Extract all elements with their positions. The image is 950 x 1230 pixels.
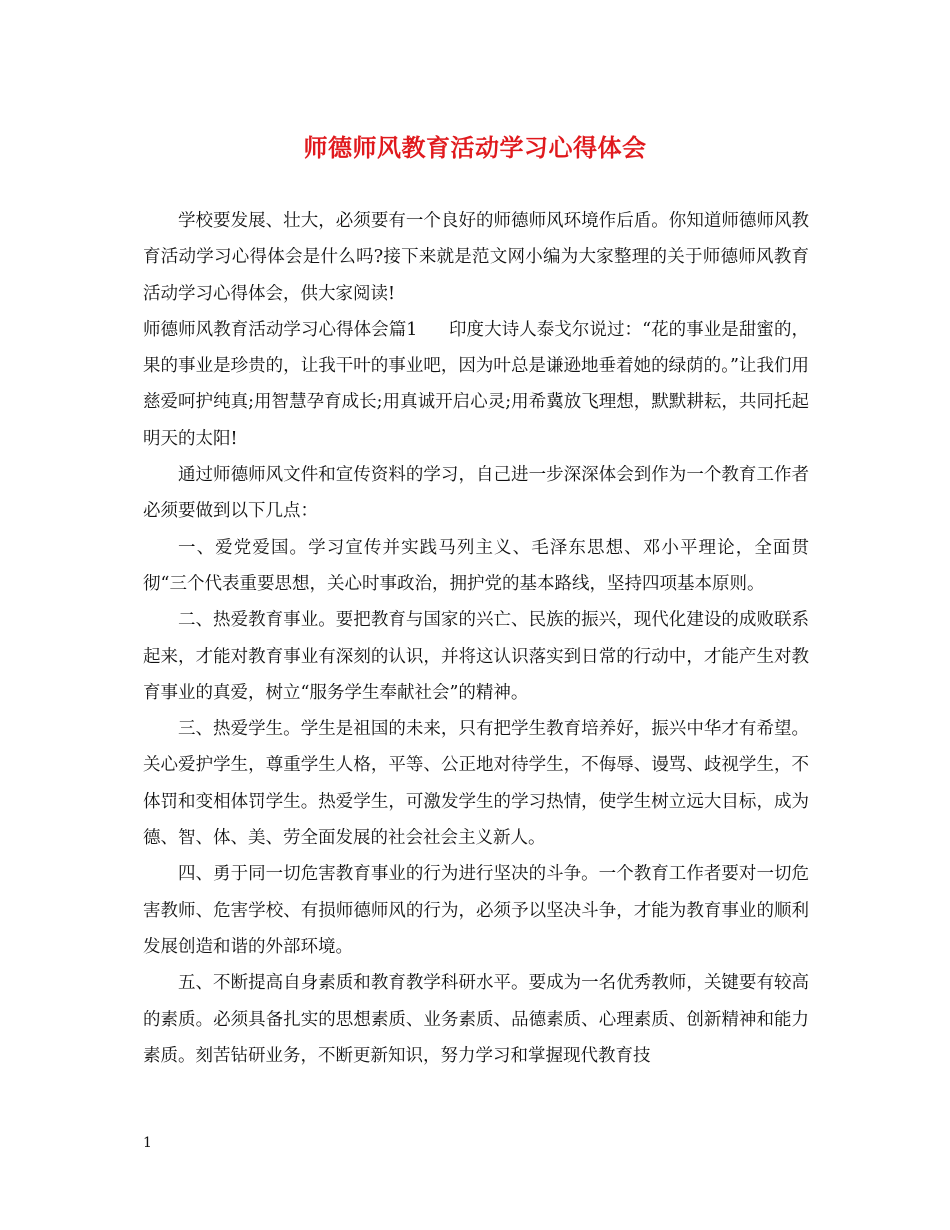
section-heading: 师德师风教育活动学习心得体会篇1: [143, 319, 418, 340]
intro-paragraph: 学校要发展、壮大，必须要有一个良好的师德师风环境作后盾。你知道师德师风教育活动学习心得体会是什么吗?接下来就是范文网小编为大家整理的关于师德师风教育活动学习心得体会，供大家阅读!: [143, 211, 809, 304]
section-paragraph: [143, 312, 809, 457]
body-paragraph-5: 四、勇于同一切危害教育事业的行为进行坚决的斗争。一个教育工作者要对一切危害教师、危害学校、有损师德师风的行为，必须予以坚决斗争，才能为教育事业的顺利发展创造和谐的外部环境。: [143, 864, 809, 957]
body-paragraph-2: 一、爱党爱国。学习宣传并实践马列主义、毛泽东思想、邓小平理论，全面贯彻“三个代表重要思想，关心时事政治，拥护党的基本路线，坚持四项基本原则。: [143, 537, 809, 594]
body-paragraph-4: 三、热爱学生。学生是祖国的未来，只有把学生教育培养好，振兴中华才有希望。关心爱护学生，尊重学生人格，平等、公正地对待学生，不侮辱、谩骂、歧视学生，不体罚和变相体罚学生。热爱学生，可激发学生的学习热情，使学生树立远大目标，成为德、智、体、美、劳全面发展的社会社会主义新人。: [143, 719, 809, 849]
page-number: 1: [143, 1135, 152, 1151]
body-paragraph-3: 二、热爱教育事业。要把教育与国家的兴亡、民族的振兴，现代化建设的成败联系起来，才能对教育事业有深刻的认识，并将这认识落实到日常的行动中，才能产生对教育事业的真爱，树立“服务学生奉献社会”的精神。: [143, 610, 809, 703]
document-title: 师德师风教育活动学习心得体会: [303, 133, 647, 162]
body-paragraph-1: 通过师德师风文件和宣传资料的学习，自己进一步深深体会到作为一个教育工作者必须要做到以下几点：: [143, 465, 809, 522]
section-opening-text: 印度大诗人泰戈尔说过：“花的事业是甜蜜的，果的事业是珍贵的，让我干叶的事业吧，因为叶总是谦逊地垂着她的绿荫的。”让我们用慈爱呵护纯真;用智慧孕育成长;用真诚开启心灵;用希冀放飞理想，默默耕耘，共同托起明天的太阳!: [143, 319, 809, 449]
body-paragraph-6: 五、不断提高自身素质和教育教学科研水平。要成为一名优秀教师，关键要有较高的素质。必须具备扎实的思想素质、业务素质、品德素质、心理素质、创新精神和能力素质。刻苦钻研业务，不断更新知识，努力学习和掌握现代教育技: [143, 973, 809, 1066]
document-body: [143, 203, 809, 1074]
